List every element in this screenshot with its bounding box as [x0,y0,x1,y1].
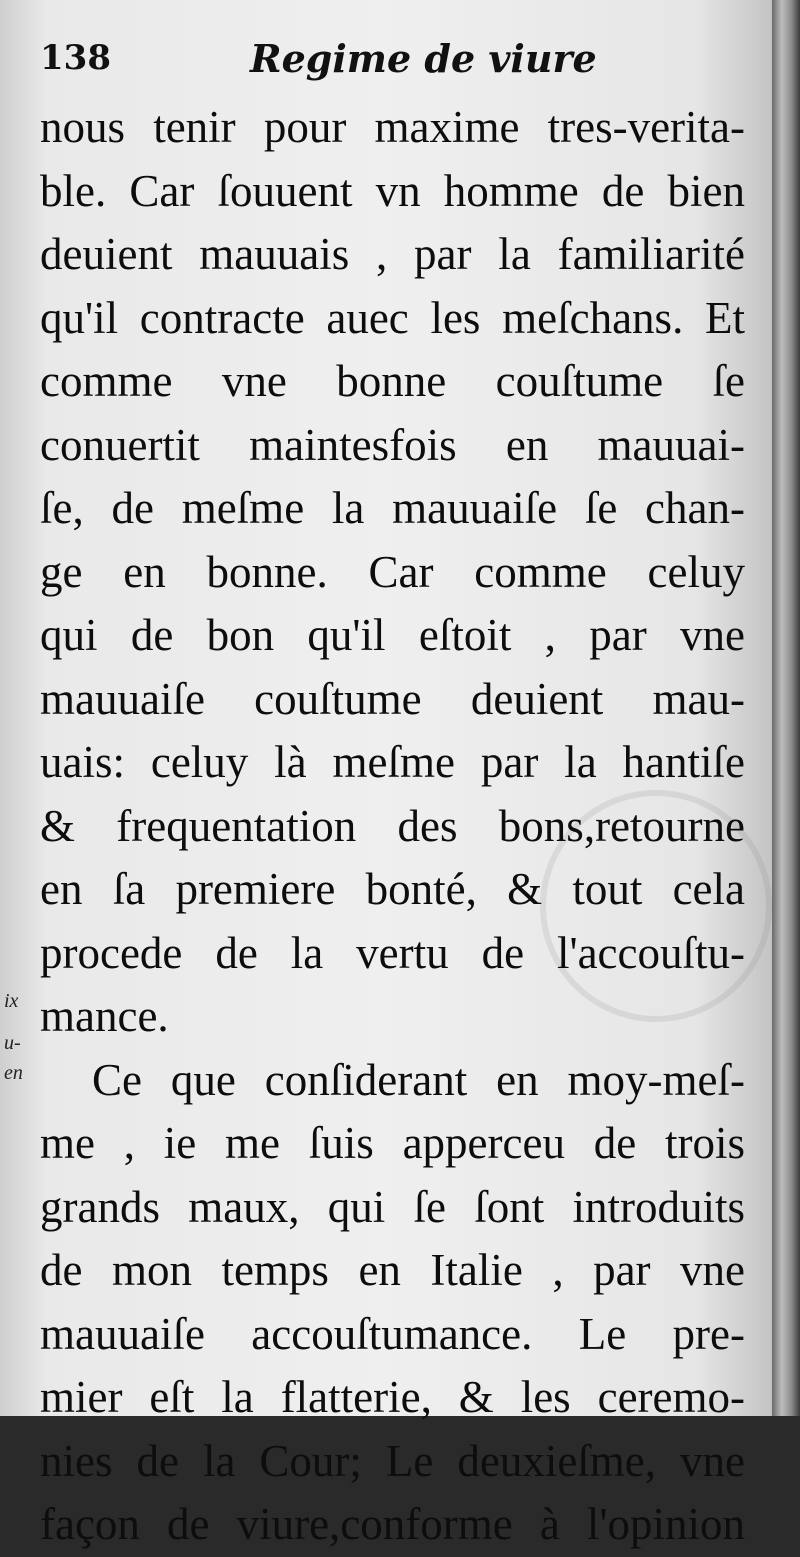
text-line: procede de la vertu de l'accouſtu- [40,927,745,978]
text-line: de mon temps en Italie , par vne [40,1245,745,1295]
running-head [40,28,740,88]
text-line: qui de bon qu'il eſtoit , par vne [40,610,745,660]
text-line: ſe, de meſme la mauuaiſe ſe chan- [40,483,745,533]
running-title: Regime de viure [250,36,597,81]
paragraph-end-line: mance. [40,991,169,1041]
text-line: ble. Car ſouuent vn homme de bien [40,165,745,216]
book-gutter-edge [772,0,800,1416]
text-line: nies de la Cour; Le deuxieſme, vne [40,1435,745,1486]
text-line: & frequentation des bons,retourne [40,800,745,851]
body-text [40,96,745,1557]
text-line: me , ie me ſuis apperceu de trois [40,1118,745,1168]
text-line: comme vne bonne couſtume ſe [40,356,745,406]
margin-note: en [4,1062,23,1084]
margin-note: u- [4,1032,21,1054]
paragraph-start-line: Ce que conſiderant en moy-meſ- [92,1054,745,1105]
text-line: conuertit maintesfois en mauuai- [40,419,745,470]
text-line: uais: celuy là meſme par la hantiſe [40,737,745,787]
text-line: qu'il contracte auec les meſchans. Et [40,292,745,343]
text-line: façon de viure,conforme à l'opinion [40,1499,745,1549]
margin-note: ix [4,990,19,1012]
text-line: mauuaiſe couſtume deuient mau- [40,673,745,724]
text-line: ge en bonne. Car comme celuy [40,546,745,597]
text-line: mauuaiſe accouſtumance. Le pre- [40,1308,745,1359]
text-line: en ſa premiere bonté, & tout cela [40,864,745,914]
text-line: deuient mauuais , par la familiarité [40,229,745,279]
text-line: grands maux, qui ſe ſont introduits [40,1181,745,1232]
text-line: nous tenir pour maxime tres-verita- [40,102,745,152]
page-number: 138 [40,38,111,78]
text-line: mier eſt la flatterie, & les ceremo- [40,1372,745,1422]
